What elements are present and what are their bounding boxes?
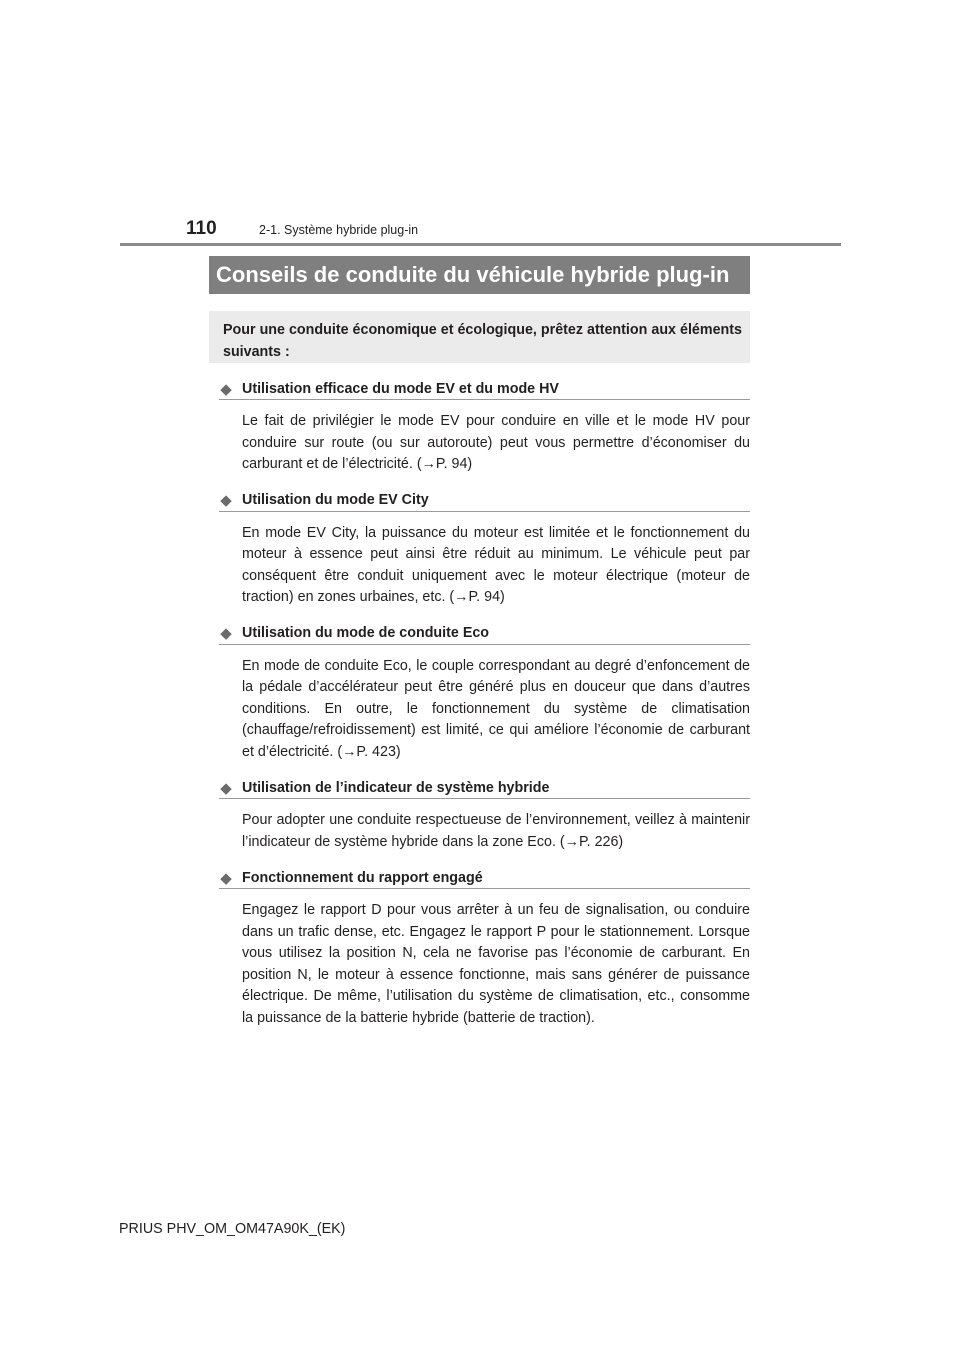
tip-heading [219,490,750,512]
tip-heading [219,777,750,799]
tip-section [219,777,750,853]
page-number: 110 [186,218,217,239]
tip-section [219,867,750,1029]
tip-section [219,623,750,764]
tip-heading [219,867,750,889]
page-title-bar [209,256,750,294]
tip-text: Le fait de privilégier le mode EV pour conduire en ville et le mode HV pour conduire sur route (ou sur autoroute) peut vous permettre d’économiser du carburant et de l’électricité. (→P. 94) [242,413,750,472]
intro-box [209,311,750,363]
tip-heading-text: Utilisation du mode de conduite Eco [242,625,490,641]
diamond-icon: ◆ [220,779,232,797]
tip-heading-text: Fonctionnement du rapport engagé [242,869,483,886]
tip-heading [219,378,750,400]
tip-text: Engagez le rapport D pour vous arrêter à un feu de signalisation, ou conduire dans un trafic dense, etc. Engagez le rapport P pour le stationnement. Lorsque vous utilisez la position N, cela ne favorise pas l’économie de carburant. En position N, le moteur à essence fonctionne, mais sans générer de puissance électrique. De même, l’utilisation du système de climatisation, etc., consomme la puissance de la batterie hybride (batterie de traction). [242,902,750,1026]
diamond-icon: ◆ [220,492,232,509]
tip-text: En mode EV City, la puissance du moteur est limitée et le fonctionnement du moteur à essence peut ainsi être réduit au minimum. Le véhicule peut par conséquent être conduit uniquement avec le moteur électrique (moteur de traction) en zones urbaines, etc. (→P. 94) [242,524,750,605]
tip-heading [219,623,750,645]
tip-text: Pour adopter une conduite respectueuse de l’environnement, veillez à maintenir l’indicateur de système hybride dans la zone Eco. (→P. 226) [242,812,750,850]
tip-text: En mode de conduite Eco, le couple correspondant au degré d’enfoncement de la pédale d’accélérateur peut être généré plus en douceur que dans d’autres conditions. En outre, le fonctionnement du système de climatisation (chauffage/refroidissement) est limité, ce qui améliore l’économie de carburant et d’électricité. (→P. 423) [242,657,750,760]
diamond-icon: ◆ [220,869,232,887]
tip-heading-text: Utilisation du mode EV City [242,492,429,508]
tip-heading-text: Utilisation efficace du mode EV et du mode HV [242,380,559,397]
tips-list [219,378,750,1043]
diamond-icon: ◆ [220,625,232,642]
section-label: 2-1. Système hybride plug-in [259,223,419,237]
tip-section [219,490,750,609]
tip-heading-text: Utilisation de l’indicateur de système hybride [242,779,550,796]
diamond-icon: ◆ [220,380,232,398]
document-code: PRIUS PHV_OM_OM47A90K_(EK) [119,1221,346,1237]
page-title: Conseils de conduite du véhicule hybride plug-in [216,262,730,287]
intro-text: Pour une conduite économique et écologique, prêtez attention aux éléments suivants : [223,322,742,360]
header-divider [120,243,841,246]
tip-section [219,378,750,476]
